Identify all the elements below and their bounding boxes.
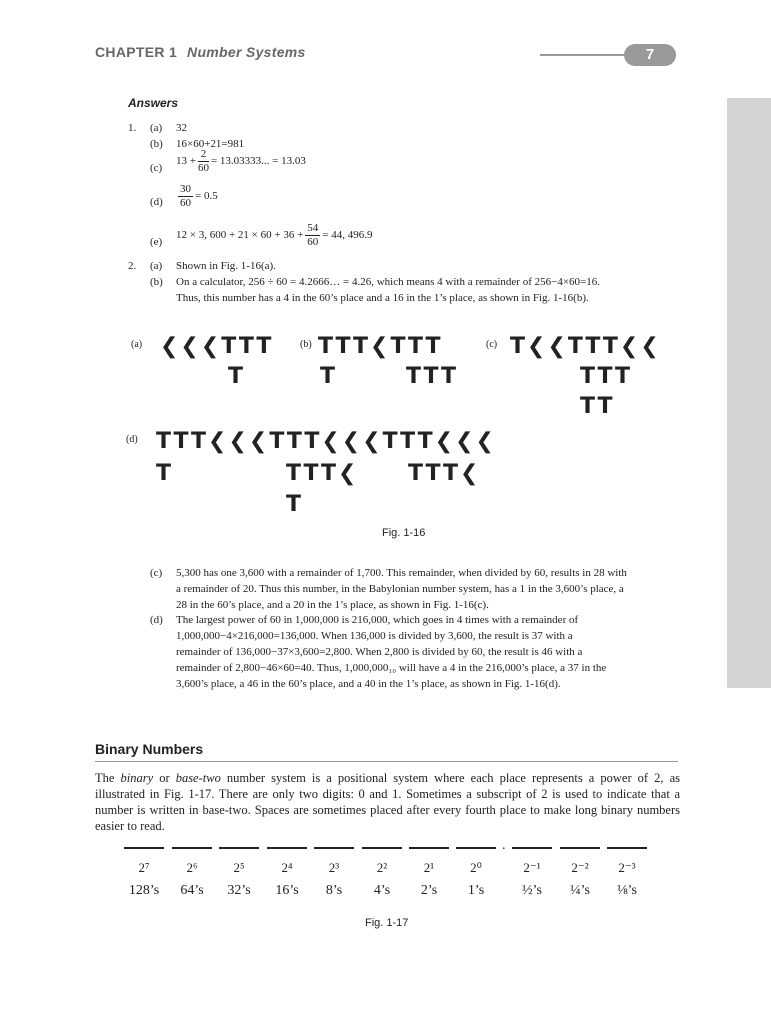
fig17-place (216, 847, 262, 899)
q2d-line-4: remainder of 2,800−46×60=40. Thus, 1,000,000₁₀ will have a 4 in the 216,000’s place, a 37 in the (176, 662, 607, 674)
fig17-blank (219, 847, 259, 849)
fig16-c-bottom-2: TT (580, 394, 615, 419)
para-text-2: or (153, 771, 176, 785)
fig17-place (121, 847, 167, 899)
fig17-label: 128’s (128, 883, 160, 898)
fig17-power: 2⁴ (281, 860, 293, 875)
chapter-label: CHAPTER 1 (95, 44, 178, 60)
q2d-label: (d) (150, 614, 163, 626)
fig16-a-top: ❮❮❮TTT (160, 334, 274, 359)
fig16-d-bottom-a: T (156, 461, 174, 486)
fig17-blank (124, 847, 164, 849)
fig17-label: ¼’s (570, 883, 590, 898)
fig16-b-label: (b) (300, 339, 312, 350)
q1c-denominator: 60 (197, 162, 209, 174)
answers-heading: Answers (128, 96, 179, 110)
q2d-line-3: remainder of 136,000−37×3,600=2,800. When 2,800 is divided by 60, the result is 46 with a (176, 646, 583, 658)
fig17-blank (314, 847, 354, 849)
q2a-answer: Shown in Fig. 1-16(a). (176, 260, 276, 272)
fig17-label: ⅛’s (617, 883, 637, 898)
fig17-blank (409, 847, 449, 849)
q1c-numerator: 2 (198, 148, 209, 162)
fig16-caption: Fig. 1-16 (382, 527, 426, 539)
q2b-line-2: Thus, this number has a 4 in the 60’s place and a 16 in the 1’s place, as shown in Fig. 1-16(b). (176, 292, 589, 304)
fig17-blank (267, 847, 307, 849)
q1d-fraction (178, 183, 193, 210)
q2a-label: (a) (150, 260, 163, 272)
q1e-pre: 12 × 3, 600 + 21 × 60 + 36 + (176, 229, 304, 242)
fig17-blank (456, 847, 496, 849)
fig17-place (453, 847, 499, 899)
q1e-answer (176, 222, 373, 249)
section-title: Binary Numbers (95, 741, 204, 757)
fig17-label: 32’s (227, 883, 251, 898)
para-term-binary: binary (120, 771, 154, 785)
q2c-line-2: a remainder of 20. Thus this number, in the Babylonian number system, has a 1 in the 3,600’s place, a (176, 583, 624, 595)
fig17-power: 2⁻² (571, 860, 589, 875)
q2d-line-1: The largest power of 60 in 1,000,000 is 216,000, which goes in 4 times with a remainder of (176, 614, 579, 626)
fig17-place (264, 847, 310, 899)
fig17-label: 16’s (275, 883, 299, 898)
q1c-fraction (198, 148, 209, 175)
fig17-blank (607, 847, 647, 849)
fig17-place (604, 847, 650, 899)
page-number-badge: 7 (624, 44, 676, 66)
q1d-post: = 0.5 (195, 190, 218, 203)
q1b-answer: 16×60+21=981 (176, 138, 245, 150)
para-term-base-two: base-two (175, 771, 221, 785)
binary-paragraph (95, 770, 680, 834)
fig17-place (406, 847, 452, 899)
fig17-label: ½’s (522, 883, 542, 898)
q2-number: 2. (128, 260, 137, 272)
q1c-post: = 13.03333... = 13.03 (210, 155, 306, 168)
fig16-b-top: TTT❮TTT (318, 334, 443, 359)
fig17-label: 4’s (373, 883, 391, 898)
fig17-label: 64’s (180, 883, 204, 898)
q1-number: 1. (128, 122, 137, 134)
q1e-post: = 44, 496.9 (322, 229, 373, 242)
q2d-line-2: 1,000,000−4×216,000=136,000. When 136,000 is divided by 3,600, the result is 37 with a (176, 630, 573, 642)
fig17-label: 1’s (467, 883, 485, 898)
q1c-label: (c) (150, 162, 163, 174)
q1b-label: (b) (150, 138, 163, 150)
section-rule (95, 761, 678, 762)
q1a-answer: 32 (176, 122, 187, 134)
fig17-place (557, 847, 603, 899)
fig17-place (509, 847, 555, 899)
fig16-d-bottom-d: T (286, 492, 304, 517)
fig17-power: 2¹ (423, 860, 435, 875)
fig17-power: 2² (376, 860, 388, 875)
fig17-blank (560, 847, 600, 849)
chapter-header (95, 44, 306, 60)
q2b-label: (b) (150, 276, 163, 288)
fig17-blank (362, 847, 402, 849)
fig17-blank (512, 847, 552, 849)
q1d-numerator: 30 (180, 183, 191, 195)
q1d-label: (d) (150, 196, 163, 208)
fig16-d-label: (d) (126, 434, 138, 445)
fig17-power: 2³ (328, 860, 340, 875)
fig17-place (311, 847, 357, 899)
q1a-label: (a) (150, 122, 163, 134)
q1d-answer (176, 183, 218, 210)
fig17-binary-point: . (502, 838, 506, 853)
fig16-d-bottom-c: TTT❮ (408, 461, 481, 486)
q1e-numerator: 54 (307, 222, 319, 234)
fig17-power: 2⁶ (186, 860, 198, 875)
fig17-power: 2⁻³ (618, 860, 636, 875)
q1d-denominator: 60 (180, 197, 191, 209)
fig17-blank (172, 847, 212, 849)
fig17-power: 2⁰ (470, 860, 482, 875)
fig17-label: 2’s (420, 883, 438, 898)
fig16-b-bottom-left: T (320, 364, 338, 389)
q1c-pre: 13 + (176, 155, 196, 168)
fig17-power: 2⁵ (233, 860, 245, 875)
fig16-a-label: (a) (131, 339, 143, 350)
fig17-caption: Fig. 1-17 (365, 917, 409, 929)
fig16-c-bottom: TTT (580, 364, 633, 389)
para-text-3: number system is a positional system where each place represents a power of 2, as illustrated in Fig. 1-17. There are only two digits: 0 and 1. Sometimes a subscript of 2 is used to indicate that a number is written in base-two. Spaces are sometimes placed after every fourth place to make long binary numbers easier to read. (95, 771, 681, 833)
fig16-d-bottom-b: TTT❮ (286, 461, 359, 486)
q1e-fraction (305, 222, 320, 249)
q2b-line-1: On a calculator, 256 ÷ 60 = 4.2666… = 4.26, which means 4 with a remainder of 256−4×60=16. (176, 276, 600, 288)
q2c-line-1: 5,300 has one 3,600 with a remainder of 1,700. This remainder, when divided by 60, results in 28 with (176, 567, 627, 579)
fig17-power: 2⁻¹ (523, 860, 541, 875)
q2c-line-3: 28 in the 60’s place, and a 20 in the 1’s place, as shown in Fig. 1-16(c). (176, 599, 489, 611)
fig17-place (359, 847, 405, 899)
q2c-label: (c) (150, 567, 163, 579)
para-text-1: The (95, 771, 121, 785)
fig16-c-label: (c) (486, 339, 498, 350)
fig16-c-top: T❮❮TTT❮❮ (510, 334, 661, 359)
fig17-place (169, 847, 215, 899)
margin-tab (727, 98, 771, 688)
fig16-b-bottom-right: TTT (406, 364, 459, 389)
chapter-title: Number Systems (187, 44, 306, 60)
q1c-answer (176, 148, 306, 175)
q2d-line-5: 3,600’s place, a 46 in the 60’s place, and a 40 in the 1’s place, as shown in Fig. 1-16(d). (176, 678, 561, 690)
fig16-a-bottom: T (228, 364, 246, 389)
q1e-label: (e) (150, 236, 163, 248)
fig17-label: 8’s (325, 883, 343, 898)
fig16-d-top: TTT❮❮❮TTT❮❮❮TTT❮❮❮ (156, 429, 496, 454)
q1e-denominator: 60 (307, 236, 319, 248)
fig17-power: 2⁷ (138, 860, 150, 875)
